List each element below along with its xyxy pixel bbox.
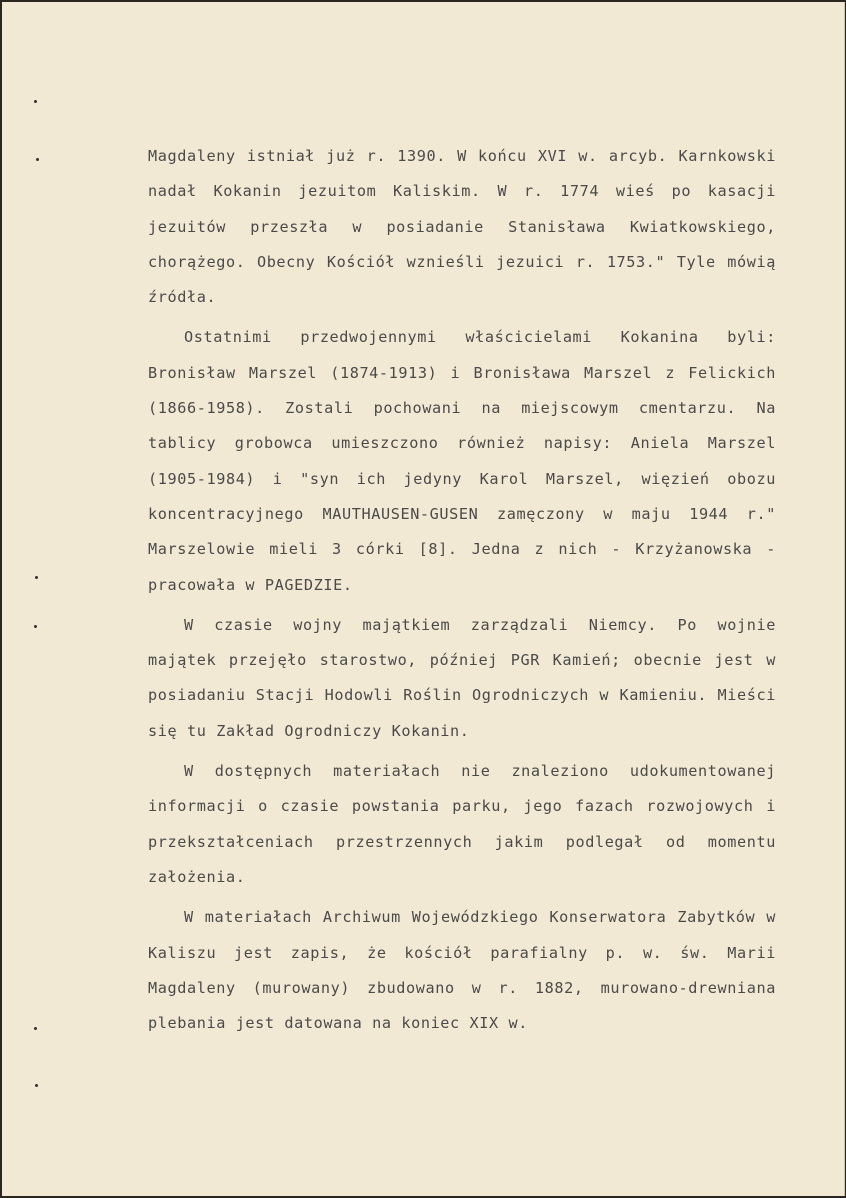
body-text: [148, 139, 776, 1046]
document-page: [2, 2, 845, 1196]
margin-dot: [35, 576, 38, 579]
margin-dot: [34, 625, 37, 628]
paragraph: W czasie wojny majątkiem zarządzali Niemcy. Po wojnie majątek przejęło starostwo, później PGR Kamień; obecnie jest w posiadaniu Stacji Hodowli Roślin Ogrodniczych w Kamieniu. Mieści się tu Zakład Ogrodniczy Kokanin.: [148, 615, 776, 740]
margin-dot: [34, 100, 37, 103]
margin-dot: [34, 1027, 37, 1030]
paragraph: W dostępnych materiałach nie znaleziono udokumentowanej informacji o czasie powstania parku, jego fazach rozwojowych i przekształceniach przestrzennych jakim podlegał od momentu założenia.: [148, 762, 776, 886]
paragraph: Magdaleny istniał już r. 1390. W końcu XVI w. arcyb. Karnkowski nadał Kokanin jezuitom Kaliskim. W r. 1774 wieś po kasacji jezuitów przeszła w posiadanie Stanisława Kwiatkowskiego, chorążego. Obecny Kościół wznieśli jezuici r. 1753." Tyle mówią źródła.: [148, 147, 776, 307]
margin-dot: [35, 1084, 38, 1087]
paragraph: Ostatnimi przedwojennymi właścicielami Kokanina byli: Bronisław Marszel (1874-1913) i Bronisława Marszel z Felickich (1866-1958). Zostali pochowani na miejscowym cmentarzu. Na tablicy grobowca umieszczono również napisy: Aniela Marszel (1905-1984) i "syn ich jedyny Karol Marszel, więzień obozu koncentracyjnego MAUTHAUSEN-GUSEN zamęczony w maju 1944 r." Marszelowie mieli 3 córki [8]. Jedna z nich - Krzyżanowska - pracowała w PAGEDZIE.: [148, 328, 776, 594]
paragraph: W materiałach Archiwum Wojewódzkiego Konserwatora Zabytków w Kaliszu jest zapis, że kościół parafialny p. w. św. Marii Magdaleny (murowany) zbudowano w r. 1882, murowano-drewniana plebania jest datowana na koniec XIX w.: [148, 908, 776, 1033]
margin-dot: [36, 158, 39, 161]
